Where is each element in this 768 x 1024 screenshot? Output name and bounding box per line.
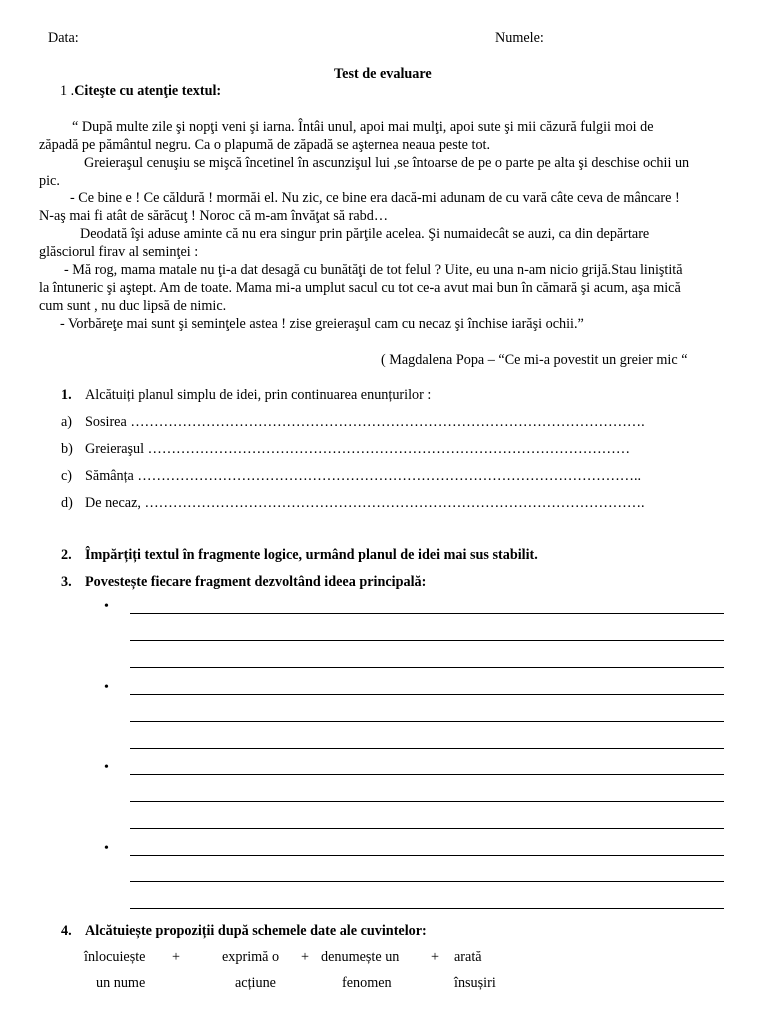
scheme-word: denumește un (321, 949, 400, 965)
q1-item-letter: a) (61, 414, 73, 430)
bullet: • (104, 680, 109, 695)
q1-item-text: Greieraşul ………………………………………………………………………………………… (85, 441, 631, 457)
bullet: • (104, 599, 109, 614)
text-line: - Ce bine e ! Ce căldură ! mormăi el. Nu zic, ce bine era dacă-mi adunam de cu vară câte ceva de mâncare ! (70, 190, 680, 206)
q4-text: Alcătuiește propoziții după schemele date ale cuvintelor: (85, 923, 427, 939)
answer-line[interactable] (130, 721, 724, 722)
text-line: cum sunt , nu duc lipsă de nimic. (39, 298, 227, 314)
page-title: Test de evaluare (334, 66, 432, 82)
scheme-word: arată (454, 949, 482, 965)
q3-text: Povestește fiecare fragment dezvoltând ideea principală: (85, 574, 427, 590)
q2-text: Împărțiți textul în fragmente logice, urmând planul de idei mai sus stabilit. (85, 547, 538, 563)
answer-line[interactable] (130, 881, 724, 882)
scheme-plus: + (172, 949, 181, 965)
scheme-word: însușiri (454, 975, 496, 991)
bullet: • (104, 841, 109, 856)
task1-number: 1 . (60, 83, 75, 99)
scheme-word: acțiune (235, 975, 276, 991)
text-line: Deodată îşi aduse aminte că nu era singur prin părţile acelea. Şi numaidecât se auzi, ca din depărtare (80, 226, 650, 242)
answer-line[interactable] (130, 855, 724, 856)
q1-item-text: De necaz, ……………………………………………………………………………………………. (85, 495, 645, 511)
bullet: • (104, 760, 109, 775)
q1-item-text: Sămânța …………………………………………………………………………………………….. (85, 468, 642, 484)
answer-line[interactable] (130, 801, 724, 802)
q1-item-letter: d) (61, 495, 73, 511)
text-line: - Vorbăreţe mai sunt şi seminţele astea ! zise greieraşul cam cu necaz şi închise iarăşi ochii.” (60, 316, 584, 332)
q1-text: Alcătuiți planul simplu de idei, prin continuarea enunțurilor : (85, 387, 432, 403)
name-label: Numele: (495, 30, 544, 46)
scheme-word: fenomen (342, 975, 392, 991)
text-line: glăsciorul firav al seminţei : (39, 244, 199, 260)
text-line: “ După multe zile şi nopţi veni şi iarna. Întâi unul, apoi mai mulţi, apoi sute şi mii căzură fulgii moi de (72, 119, 654, 135)
q1-item-letter: c) (61, 468, 73, 484)
text-line: Greieraşul cenuşiu se mişcă încetinel în ascunzişul lui ,se întoarse de pe o parte pe alta şi deschise ochii un (84, 155, 690, 171)
text-line: la întuneric şi aştept. Am de toate. Mama mi-a umplut sacul cu tot ce-a avut mai bun în cămară şi acum, aşa mică (39, 280, 681, 296)
q1-item-letter: b) (61, 441, 73, 457)
source-citation: ( Magdalena Popa – “Ce mi-a povestit un greier mic “ (381, 352, 688, 368)
date-label: Data: (48, 30, 79, 46)
text-line: N-aş mai fi atât de sărăcuţ ! Noroc că m-am învăţat să rabd… (39, 208, 389, 224)
q1-item-text: Sosirea ………………………………………………………………………………………………. (85, 414, 645, 430)
answer-line[interactable] (130, 613, 724, 614)
scheme-plus: + (431, 949, 440, 965)
scheme-plus: + (301, 949, 310, 965)
answer-line[interactable] (130, 640, 724, 641)
answer-line[interactable] (130, 908, 724, 909)
answer-line[interactable] (130, 748, 724, 749)
q1-number: 1. (61, 387, 72, 403)
text-line: pic. (39, 173, 60, 189)
q4-number: 4. (61, 923, 72, 939)
answer-line[interactable] (130, 694, 724, 695)
task1-heading (60, 82, 221, 100)
q2-number: 2. (61, 547, 72, 563)
q3-number: 3. (61, 574, 72, 590)
scheme-word: un nume (96, 975, 146, 991)
scheme-word: exprimă o (222, 949, 280, 965)
scheme-word: înlocuiește (84, 949, 146, 965)
answer-line[interactable] (130, 828, 724, 829)
text-line: zăpadă pe pământul negru. Ca o plapumă de zăpadă se aşternea neaua peste tot. (39, 137, 491, 153)
text-line: - Mă rog, mama matale nu ţi-a dat desagă cu bunătăţi de tot felul ? Uite, eu una n-am nicio grijă.Stau liniştită (64, 262, 683, 278)
task1-text: Citeşte cu atenţie textul: (74, 83, 222, 99)
answer-line[interactable] (130, 774, 724, 775)
answer-line[interactable] (130, 667, 724, 668)
